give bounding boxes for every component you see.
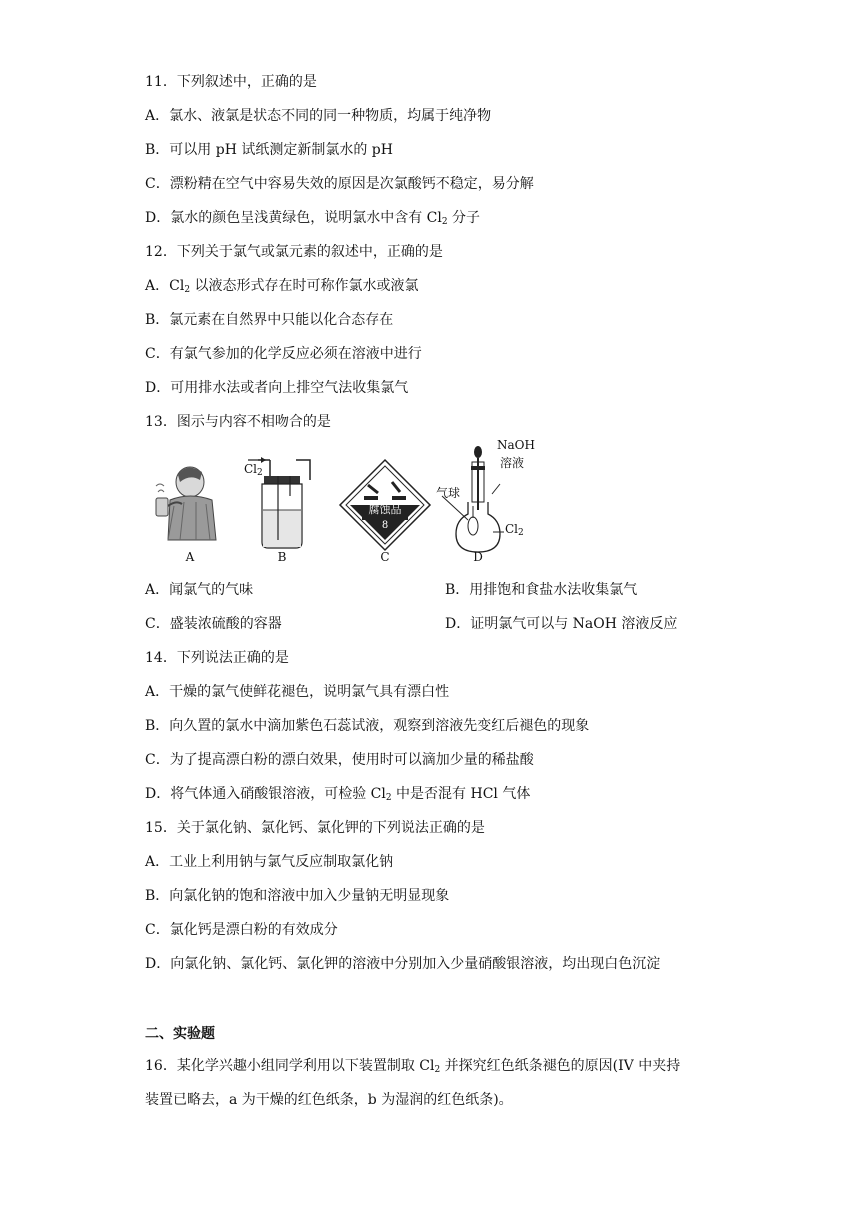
q12-option-b: B．氯元素在自然界中只能以化合态存在 xyxy=(145,312,394,328)
q13-option-b: B．用排饱和食盐水法收集氯气 xyxy=(445,582,638,598)
q11-option-d-tail: 分子 xyxy=(447,210,481,226)
q15-option-d: D．向氯化钠、氯化钙、氯化钾的溶液中分别加入少量硝酸银溶液，均出现白色沉淀 xyxy=(145,956,661,972)
q13-figure xyxy=(140,440,560,570)
figure-d-solution-label: 溶液 xyxy=(500,456,525,470)
figure-d-balloon-label: 气球 xyxy=(436,486,461,500)
q12-option-c: C．有氯气参加的化学反应必须在溶液中进行 xyxy=(145,346,422,362)
q14-stem: 14．下列说法正确的是 xyxy=(145,650,289,666)
q15-stem: 15．关于氯化钠、氯化钙、氯化钾的下列说法正确的是 xyxy=(145,820,485,836)
figure-label-d: D xyxy=(473,550,483,564)
q13-option-a: A．闻氯气的气味 xyxy=(145,582,254,598)
q11-option-d-text: D．氯水的颜色呈浅黄绿色，说明氯水中含有 Cl xyxy=(145,210,442,226)
q16-line-1 xyxy=(145,1056,680,1076)
figure-b-cl2-label xyxy=(244,462,263,476)
figure-b-cl2-text: Cl xyxy=(244,462,258,476)
q13-option-d: D．证明氯气可以与 NaOH 溶液反应 xyxy=(445,616,678,632)
q11-option-b: B．可以用 pH 试纸测定新制氯水的 pH xyxy=(145,142,393,158)
q15-option-a: A．工业上利用钠与氯气反应制取氯化钠 xyxy=(145,854,394,870)
q11-option-d xyxy=(145,208,480,228)
q16-line-1-sub: 2 xyxy=(434,1065,441,1075)
q14-option-d-sub: 2 xyxy=(385,793,392,803)
q12-option-a-sub: 2 xyxy=(184,285,191,295)
q11-stem: 11．下列叙述中，正确的是 xyxy=(145,74,317,90)
figure-a-person xyxy=(156,467,216,540)
figure-label-a: A xyxy=(185,550,195,564)
q14-option-d-tail: 中是否混有 HCl 气体 xyxy=(391,786,531,802)
q11-option-d-sub: 2 xyxy=(441,217,448,227)
q14-option-b: B．向久置的氯水中滴加紫色石蕊试液，观察到溶液先变红后褪色的现象 xyxy=(145,718,590,734)
q12-stem: 12．下列关于氯气或氯元素的叙述中，正确的是 xyxy=(145,244,443,260)
q13-figure-drawing xyxy=(140,440,560,570)
figure-label-c: C xyxy=(380,550,390,564)
q14-option-d-text: D．将气体通入硝酸银溶液，可检验 Cl xyxy=(145,786,386,802)
q11-option-c: C．漂粉精在空气中容易失效的原因是次氯酸钙不稳定，易分解 xyxy=(145,176,534,192)
q12-option-a-text: A．Cl xyxy=(145,278,185,294)
q13-stem: 13．图示与内容不相吻合的是 xyxy=(145,414,331,430)
q12-option-d: D．可用排水法或者向上排空气法收集氯气 xyxy=(145,380,409,396)
figure-d-cl2-label xyxy=(505,522,524,536)
figure-d-naoh-label: NaOH xyxy=(497,438,535,452)
q12-option-a-tail: 以液态形式存在时可称作氯水或液氯 xyxy=(190,278,419,294)
figure-c-hazard-number: 8 xyxy=(381,520,389,531)
figure-c-hazard-label: 腐蚀品 xyxy=(368,503,402,516)
section-title: 二、实验题 xyxy=(145,1026,215,1042)
q14-option-d xyxy=(145,784,530,804)
q15-option-b: B．向氯化钠的饱和溶液中加入少量钠无明显现象 xyxy=(145,888,450,904)
q14-option-c: C．为了提高漂白粉的漂白效果，使用时可以滴加少量的稀盐酸 xyxy=(145,752,534,768)
q16-line-1-text: 16．某化学兴趣小组同学利用以下装置制取 Cl xyxy=(145,1058,435,1074)
figure-d-cl2-sub: 2 xyxy=(518,528,524,538)
q13-option-c: C．盛装浓硫酸的容器 xyxy=(145,616,282,632)
figure-b-cl2-sub: 2 xyxy=(257,468,263,478)
q12-option-a xyxy=(145,276,419,296)
figure-label-b: B xyxy=(277,550,287,564)
q16-line-2: 装置已略去，a 为干燥的红色纸条，b 为湿润的红色纸条)。 xyxy=(145,1092,513,1108)
q15-option-c: C．氯化钙是漂白粉的有效成分 xyxy=(145,922,338,938)
q11-option-a: A．氯水、液氯是状态不同的同一种物质，均属于纯净物 xyxy=(145,108,492,124)
figure-d-cl2-text: Cl xyxy=(505,522,519,536)
q16-line-1-tail: 并探究红色纸条褪色的原因(IV 中夹持 xyxy=(440,1058,681,1074)
q14-option-a: A．干燥的氯气使鲜花褪色，说明氯气具有漂白性 xyxy=(145,684,450,700)
